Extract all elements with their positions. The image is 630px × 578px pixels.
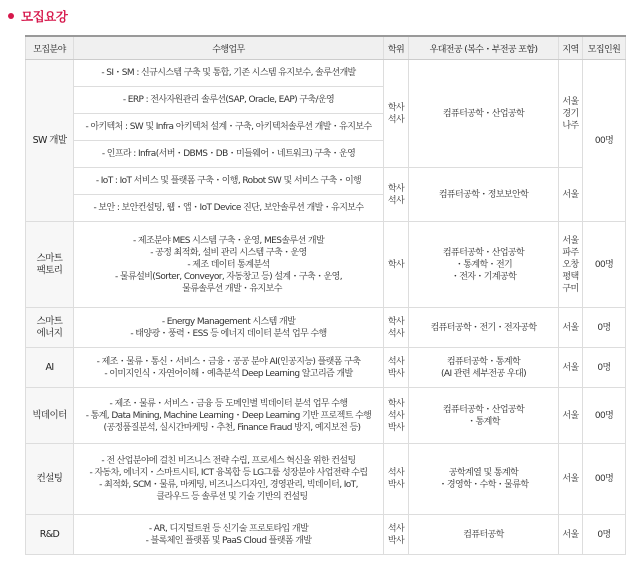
task-line: - 이미지인식・자연어이해・예측분석 Deep Learning 알고리즘 개발 bbox=[104, 368, 353, 379]
task-cell bbox=[74, 141, 384, 168]
task-line: - 아키텍처 : SW 및 Infra 아키텍처 설계・구축, 아키텍처솔루션 개발・유지보수 bbox=[85, 122, 372, 132]
degree-cell: 학사 석사 박사 bbox=[384, 388, 409, 444]
table-row bbox=[26, 444, 626, 515]
table-row bbox=[26, 348, 626, 388]
degree-cell: 학사 석사 bbox=[384, 60, 409, 168]
degree-cell: 학사 석사 bbox=[384, 308, 409, 348]
region-cell: 서울 bbox=[559, 444, 583, 515]
task-line: - 블록체인 플랫폼 및 PaaS Cloud 플랫폼 개발 bbox=[145, 535, 312, 546]
major-cell: 컴퓨터공학・통계학 (AI 관련 세부전공 우대) bbox=[409, 348, 559, 388]
task-cell bbox=[74, 348, 384, 388]
task-cell bbox=[74, 87, 384, 114]
field-cell: AI bbox=[26, 348, 74, 388]
field-cell: R&D bbox=[26, 515, 74, 555]
count-cell: 0명 bbox=[583, 308, 626, 348]
major-cell: 컴퓨터공학 bbox=[409, 515, 559, 555]
major-cell: 공학계열 및 통계학 ・경영학・수학・물류학 bbox=[409, 444, 559, 515]
count-cell: 00명 bbox=[583, 444, 626, 515]
major-cell: 컴퓨터공학・전기・전자공학 bbox=[409, 308, 559, 348]
task-line: - Energy Management 시스템 개발 bbox=[161, 316, 296, 327]
table-row bbox=[26, 60, 626, 87]
region-cell: 서울 bbox=[559, 168, 583, 222]
table-header-row bbox=[26, 36, 626, 60]
degree-cell: 석사 박사 bbox=[384, 444, 409, 515]
task-line: - IoT : IoT 서비스 및 플랫폼 구축・이행, Robot SW 및 서비스 구축・이행 bbox=[95, 176, 362, 186]
task-line: - 자동차, 에너지・스마트시티, ICT 융복합 등 LG그룹 성장분야 사업전략 수립 bbox=[89, 468, 368, 478]
task-cell bbox=[74, 222, 384, 308]
degree-cell: 학사 bbox=[384, 222, 409, 308]
task-line: - 제조・물류・통신・서비스・금융・공공 분야 AI(인공지능) 플랫폼 구축 bbox=[96, 356, 361, 367]
table-row bbox=[26, 168, 626, 195]
degree-cell: 석사 박사 bbox=[384, 348, 409, 388]
header-count: 모집인원 bbox=[583, 36, 626, 60]
task-cell bbox=[74, 114, 384, 141]
region-cell: 서울 경기 나주 bbox=[559, 60, 583, 168]
table-row bbox=[26, 222, 626, 308]
header-region: 지역 bbox=[559, 36, 583, 60]
region-cell: 서울 bbox=[559, 308, 583, 348]
task-line: - 제조 데이터 통계분석 bbox=[187, 259, 270, 270]
major-cell: 컴퓨터공학・정보보안학 bbox=[409, 168, 559, 222]
task-cell bbox=[74, 168, 384, 195]
header-task: 수행업무 bbox=[74, 36, 384, 60]
region-cell: 서울 bbox=[559, 388, 583, 444]
task-line: - 전 산업분야에 걸친 비즈니스 전략 수립, 프로세스 혁신을 위한 컨설팅 bbox=[101, 456, 356, 466]
recruitment-table bbox=[25, 35, 626, 555]
count-cell: 00명 bbox=[583, 222, 626, 308]
task-cell bbox=[74, 308, 384, 348]
count-cell: 00명 bbox=[583, 60, 626, 222]
task-cell bbox=[74, 444, 384, 515]
count-cell: 00명 bbox=[583, 388, 626, 444]
count-cell: 0명 bbox=[583, 348, 626, 388]
field-cell: 스마트 에너지 bbox=[26, 308, 74, 348]
major-cell: 컴퓨터공학・산업공학 ・통계학・전기 ・전자・기계공학 bbox=[409, 222, 559, 308]
task-line: - ERP : 전사자원관리 솔루션(SAP, Oracle, EAP) 구축/운영 bbox=[122, 95, 335, 105]
region-cell: 서울 bbox=[559, 348, 583, 388]
major-cell: 컴퓨터공학・산업공학 ・통계학 bbox=[409, 388, 559, 444]
field-cell: 컨설팅 bbox=[26, 444, 74, 515]
heading-title: 모집요강 bbox=[21, 9, 68, 24]
header-degree: 학위 bbox=[384, 36, 409, 60]
header-field: 모집분야 bbox=[26, 36, 74, 60]
task-line: - 통계, Data Mining, Machine Learning・Deep Learning 기반 프로젝트 수행 (공정품질분석, 실시간마케팅・추천, Finance Fraud 방지, 예지보전 등) bbox=[85, 410, 372, 433]
task-line: - 공정 최적화, 설비 관리 시스템 구축・운영 bbox=[150, 247, 307, 258]
table-row bbox=[26, 515, 626, 555]
task-line: - AR, 디지털트윈 등 신기술 프로토타입 개발 bbox=[148, 523, 309, 534]
field-cell: SW 개발 bbox=[26, 60, 74, 222]
task-line: - SI・SM : 신규시스템 구축 및 통합, 기존 시스템 유지보수, 솔루션개발 bbox=[101, 68, 356, 78]
degree-cell: 학사 석사 bbox=[384, 168, 409, 222]
section-heading bbox=[8, 6, 67, 26]
region-cell: 서울 bbox=[559, 515, 583, 555]
task-cell bbox=[74, 388, 384, 444]
task-line: - 제조분야 MES 시스템 구축・운영, MES솔루션 개발 bbox=[132, 235, 325, 246]
task-line: - 태양광・풍력・ESS 등 에너지 데이터 분석 업무 수행 bbox=[130, 328, 327, 339]
task-cell bbox=[74, 195, 384, 222]
task-line: - 물류설비(Sorter, Conveyor, 자동창고 등) 설계・구축・운영, 물류솔루션 개발・유지보수 bbox=[115, 271, 342, 294]
bullet-icon bbox=[8, 13, 14, 19]
table-row bbox=[26, 308, 626, 348]
task-line: - 최적화, SCM・물류, 마케팅, 비즈니스디자인, 경영관리, 빅데이터, IoT, 클라우드 등 솔루션 및 기술 기반의 컨설팅 bbox=[99, 480, 358, 502]
degree-cell: 석사 박사 bbox=[384, 515, 409, 555]
task-cell bbox=[74, 515, 384, 555]
header-major: 우대전공 (복수・부전공 포함) bbox=[409, 36, 559, 60]
field-cell: 스마트 팩토리 bbox=[26, 222, 74, 308]
task-cell bbox=[74, 60, 384, 87]
task-line: - 제조・물류・서비스・금융 등 도메인별 빅데이터 분석 업무 수행 bbox=[109, 398, 348, 409]
region-cell: 서울 파주 오창 평택 구미 bbox=[559, 222, 583, 308]
count-cell: 0명 bbox=[583, 515, 626, 555]
task-line: - 보안 : 보안컨설팅, 웹・앱・IoT Device 진단, 보안솔루션 개발・유지보수 bbox=[93, 203, 364, 213]
table-row bbox=[26, 388, 626, 444]
task-line: - 인프라 : Infra(서버・DBMS・DB・미들웨어・네트워크) 구축・운영 bbox=[101, 149, 356, 159]
major-cell: 컴퓨터공학・산업공학 bbox=[409, 60, 559, 168]
field-cell: 빅데이터 bbox=[26, 388, 74, 444]
